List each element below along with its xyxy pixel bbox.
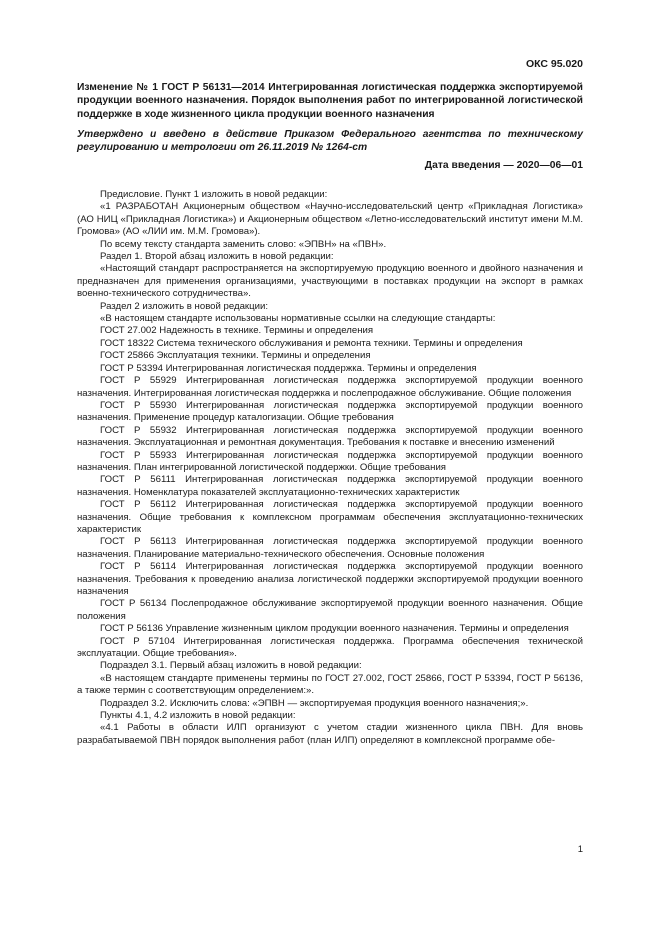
paragraph: ГОСТ Р 55933 Интегрированная логистическая поддержка экспортируемой продукции военного назначения. План интегрированной логистической поддержки. Общие требования [77,449,583,473]
paragraph: «Настоящий стандарт распространяется на экспортируемую продукцию военного и двойного назначения и предназначен для применения организациями, участвующими в поставках продукции на экспорт в рамках военно-технического сотрудничества». [77,263,583,300]
document-body [77,189,583,747]
classification-code: ОКС 95.020 [525,58,583,70]
paragraph: ГОСТ Р 55930 Интегрированная логистическая поддержка экспортируемой продукции военного назначения. Применение процедур каталогизации. Общие требования [77,399,583,424]
paragraph: ГОСТ Р 53394 Интегрированная логистическая поддержка. Термины и определения [100,362,477,374]
paragraph: ГОСТ 27.002 Надежность в технике. Термины и определения [100,325,374,337]
paragraph: ГОСТ Р 56113 Интегрированная логистическая поддержка экспортируемой продукции военного назначения. Планирование материально-технического обеспечения. Основные положения [77,536,583,560]
paragraph: ГОСТ Р 56134 Послепродажное обслуживание экспортируемой продукции военного назначения. Общие положения [77,598,583,622]
paragraph: ГОСТ Р 56136 Управление жизненным циклом продукции военного назначения. Термины и определения [100,623,569,635]
paragraph: ГОСТ Р 55932 Интегрированная логистическая поддержка экспортируемой продукции военного назначения. Эксплуатационная и ремонтная документация. Требования к поставке и внесению изменений [77,424,583,449]
paragraph: «В настоящем стандарте использованы нормативные ссылки на следующие стандарты: [100,313,496,325]
paragraph: ГОСТ Р 55929 Интегрированная логистическая поддержка экспортируемой продукции военного назначения. Интегрированная логистическая поддержка и послепродажное обслуживание. Общие положения [77,375,583,399]
paragraph: «1 РАЗРАБОТАН Акционерным обществом «Научно-исследовательский центр «Прикладная Логистика» (АО НИЦ «Прикладная Логистика») и Акционерным обществом «Летно-исследовательский институт имени М.М. Громова» (АО «ЛИИ им. М.М. Громова»). [77,201,583,238]
amendment-title: Изменение № 1 ГОСТ Р 56131—2014 Интегрированная логистическая поддержка экспортируемой продукции военного назначения. Порядок выполнения работ по интегрированной логистической поддержке в ходе жизненного цикла продукции военного назначения [77,82,583,120]
paragraph: ГОСТ 25866 Эксплуатация техники. Термины и определения [100,350,371,362]
paragraph: По всему тексту стандарта заменить слово: «ЭПВН» на «ПВН». [100,238,387,250]
paragraph: ГОСТ 18322 Система технического обслуживания и ремонта техники. Термины и определения [100,337,523,349]
paragraph: «В настоящем стандарте применены термины по ГОСТ 27.002, ГОСТ 25866, ГОСТ Р 53394, ГОСТ Р 56136, а также термин с соответствующим определением:». [77,672,583,697]
paragraph: «4.1 Работы в области ИЛП организуют с учетом стадии жизненного цикла ПВН. Для вновь разрабатываемой ПВН порядок выполнения работ (план ИЛП) определяют в комплексной программе обе- [77,722,583,746]
paragraph: Раздел 1. Второй абзац изложить в новой редакции: [100,251,334,263]
paragraph: Подраздел 3.1. Первый абзац изложить в новой редакции: [100,660,362,672]
approval-statement: Утверждено и введено в действие Приказом Федерального агентства по техническому регулированию и метрологии от 26.11.2019 № 1264-ст [77,129,583,154]
page-number: 1 [577,844,583,855]
paragraph: ГОСТ Р 56112 Интегрированная логистическая поддержка экспортируемой продукции военного назначения. Общие требования к комплексном программам обеспечения эксплуатационно-технических характеристик [77,499,583,535]
paragraph: Раздел 2 изложить в новой редакции: [100,300,269,312]
effective-date: Дата введения — 2020—06—01 [424,160,583,171]
paragraph: Пункты 4.1, 4.2 изложить в новой редакции: [100,710,296,722]
paragraph: Предисловие. Пункт 1 изложить в новой редакции: [100,189,328,200]
paragraph: ГОСТ Р 57104 Интегрированная логистическая поддержка. Программа обеспечения технической эксплуатации. Общие требования». [77,635,583,660]
paragraph: Подраздел 3.2. Исключить слова: «ЭПВН — экспортируемая продукция военного назначения;». [100,697,529,709]
paragraph: ГОСТ Р 56111 Интегрированная логистическая поддержка экспортируемой продукции военного назначения. Номенклатура показателей эксплуатационно-технических характеристик [77,474,583,498]
paragraph: ГОСТ Р 56114 Интегрированная логистическая поддержка экспортируемой продукции военного назначения. Требования к проведению анализа логистической поддержки экспортируемой продукции военного назначения [77,561,583,597]
